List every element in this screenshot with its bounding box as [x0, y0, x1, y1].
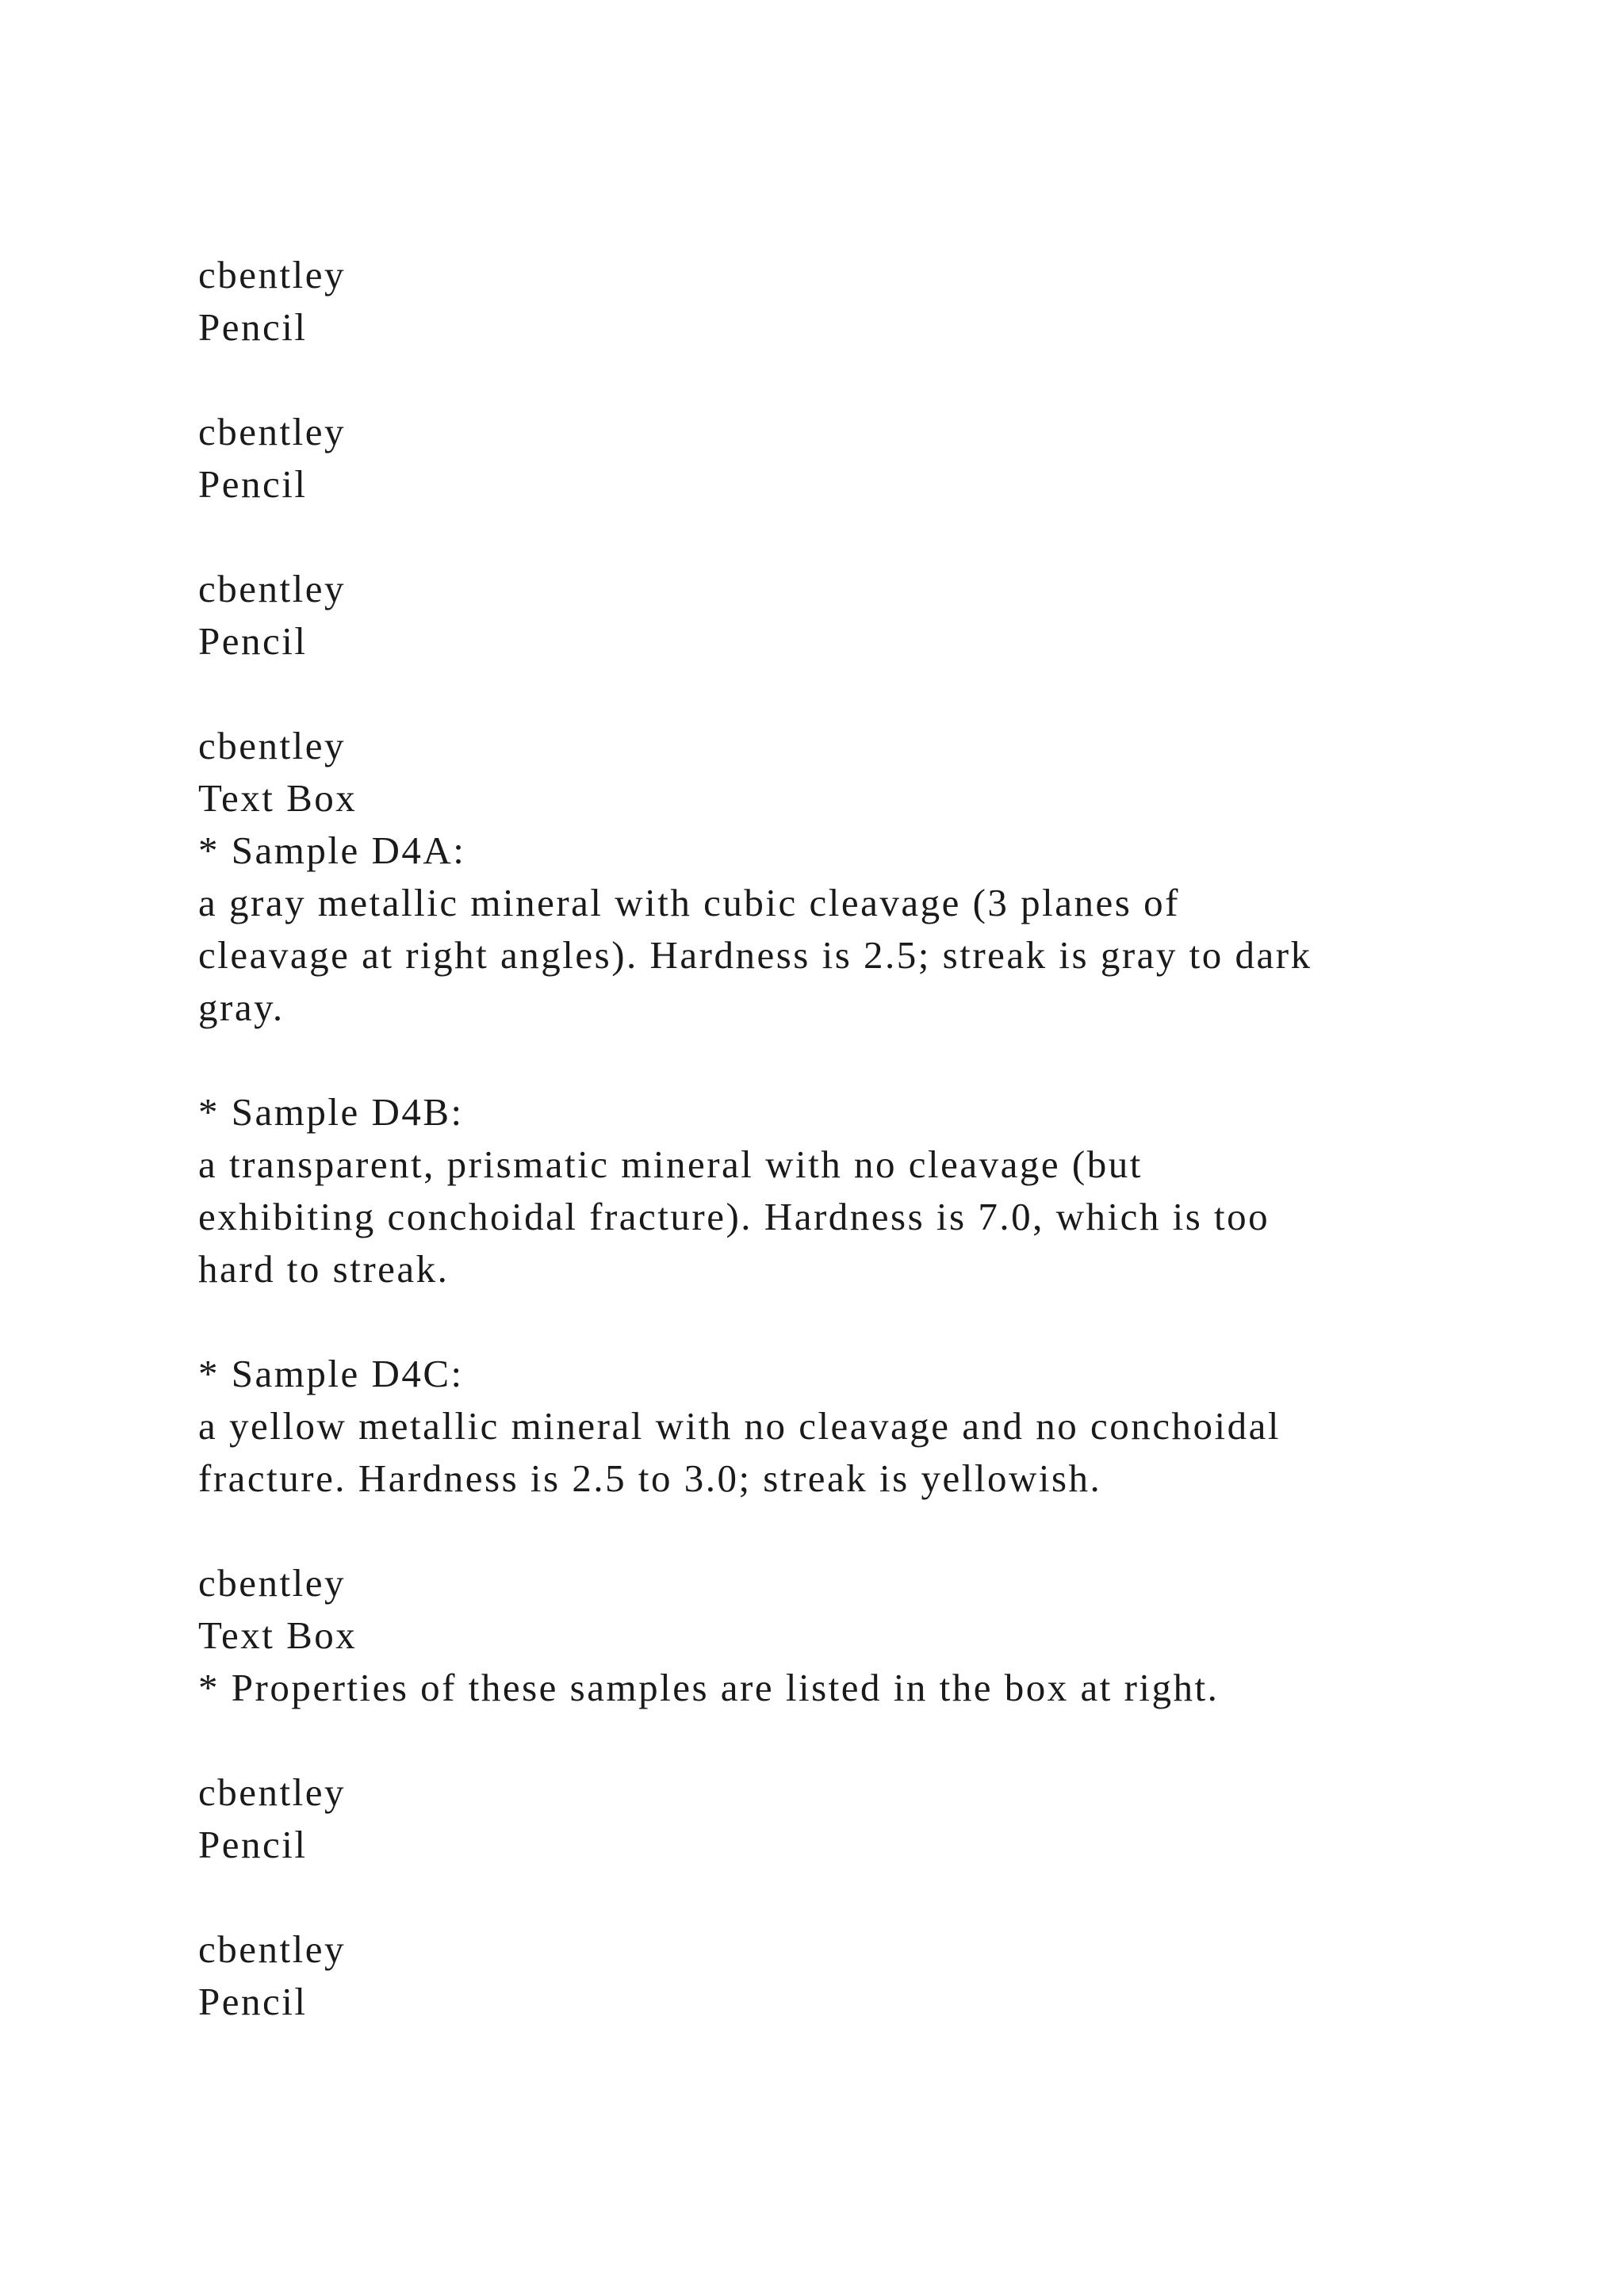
text-line: cbentley — [198, 1927, 346, 1971]
text-line: a yellow metallic mineral with no cleavage and no conchoidal — [198, 1404, 1281, 1448]
text-line: Text Box — [198, 1613, 358, 1657]
text-line: a gray metallic mineral with cubic cleavage (3 planes of — [198, 881, 1180, 924]
text-line: Pencil — [198, 305, 308, 349]
text-line: cbentley — [198, 410, 346, 453]
text-line: cbentley — [198, 1561, 346, 1605]
text-line: exhibiting conchoidal fracture). Hardness is 7.0, which is too — [198, 1195, 1270, 1238]
text-line: * Properties of these samples are listed in the box at right. — [198, 1666, 1220, 1709]
text-line: fracture. Hardness is 2.5 to 3.0; streak is yellowish. — [198, 1456, 1102, 1500]
text-line: * Sample D4A: — [198, 828, 466, 872]
text-line: Pencil — [198, 462, 308, 506]
document-body — [198, 249, 1546, 2028]
text-line: cbentley — [198, 567, 346, 610]
text-line: cbentley — [198, 253, 346, 297]
blank-line — [198, 668, 1546, 720]
text-line: Pencil — [198, 619, 308, 663]
text-line: a transparent, prismatic mineral with no cleavage (but — [198, 1142, 1143, 1186]
text-line: Text Box — [198, 776, 358, 820]
blank-line — [198, 354, 1546, 406]
blank-line — [198, 1505, 1546, 1557]
blank-line — [198, 1034, 1546, 1086]
blank-line — [198, 511, 1546, 563]
text-line: * Sample D4C: — [198, 1352, 464, 1395]
blank-line — [198, 1871, 1546, 1923]
text-line: cleavage at right angles). Hardness is 2.5; streak is gray to dark — [198, 933, 1312, 977]
text-line: hard to streak. — [198, 1247, 450, 1291]
blank-line — [198, 1714, 1546, 1766]
text-line: cbentley — [198, 724, 346, 767]
text-line: Pencil — [198, 1823, 308, 1866]
text-line: * Sample D4B: — [198, 1090, 464, 1134]
text-line: gray. — [198, 985, 285, 1029]
text-line: Pencil — [198, 1980, 308, 2023]
text-line: cbentley — [198, 1770, 346, 1814]
blank-line — [198, 1295, 1546, 1348]
